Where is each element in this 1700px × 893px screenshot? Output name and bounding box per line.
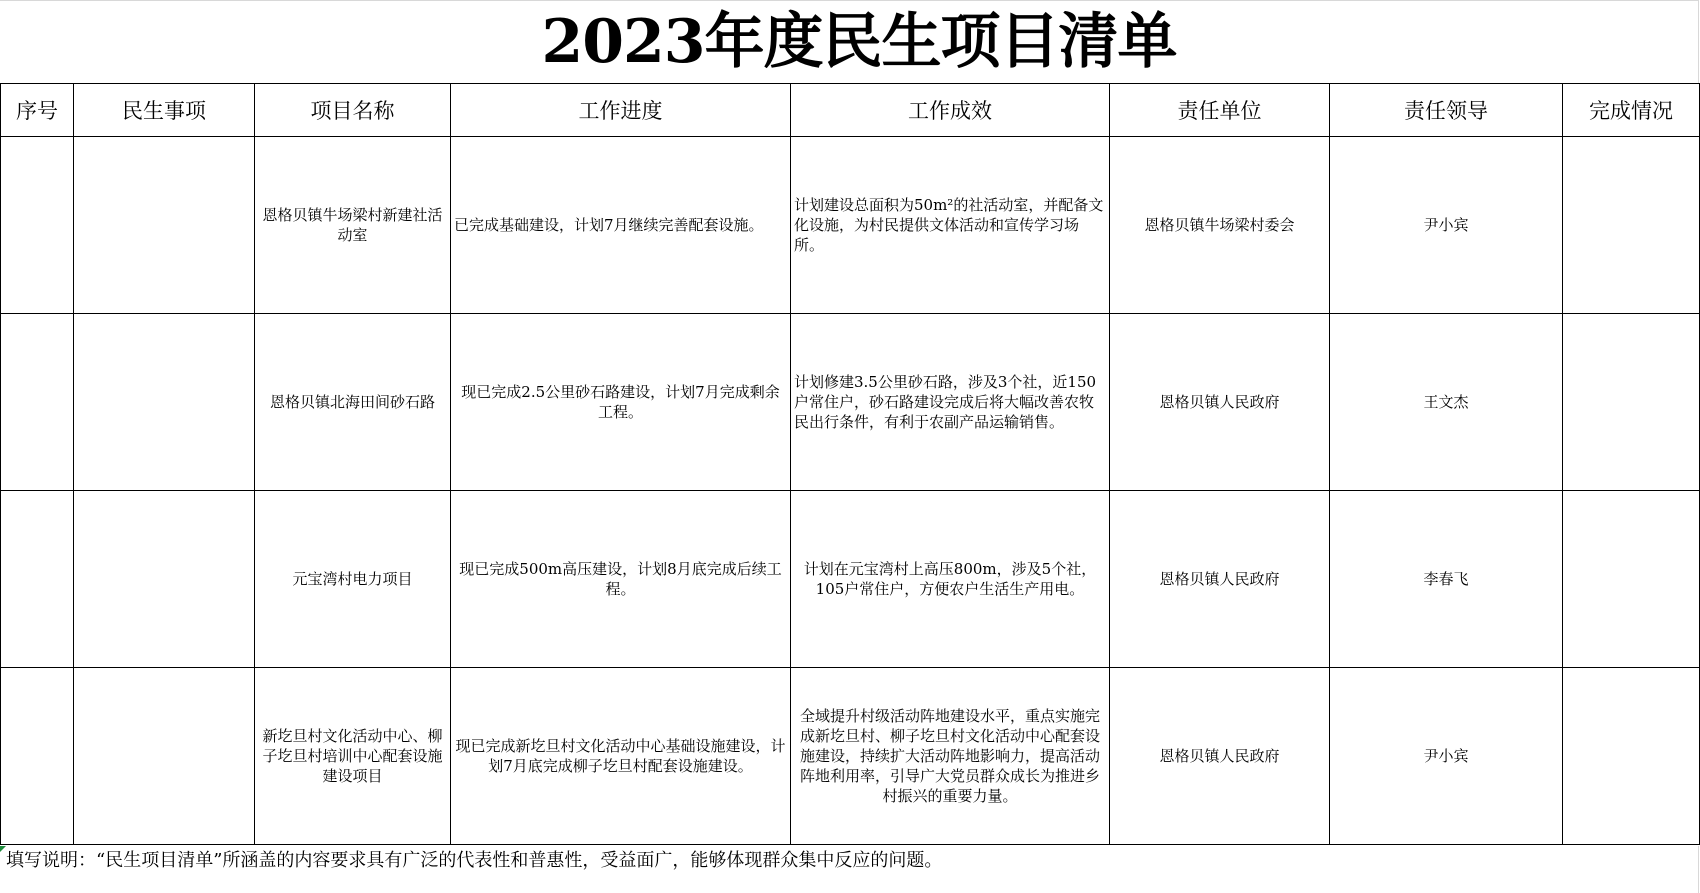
- cell-unit[interactable]: 恩格贝镇牛场梁村委会: [1110, 137, 1330, 314]
- project-table: [0, 83, 1700, 845]
- table-row: [1, 314, 1700, 491]
- table-row: [1, 137, 1700, 314]
- cell-status[interactable]: [1563, 668, 1700, 845]
- cell-name[interactable]: 恩格贝镇北海田间砂石路: [255, 314, 451, 491]
- header-leader[interactable]: 责任领导: [1330, 84, 1563, 137]
- header-unit[interactable]: 责任单位: [1110, 84, 1330, 137]
- cell-unit[interactable]: 恩格贝镇人民政府: [1110, 668, 1330, 845]
- header-row: [1, 84, 1700, 137]
- page-title: 2023年度民生项目清单: [541, 7, 1177, 77]
- footnote: 填写说明：“民生项目清单”所涵盖的内容要求具有广泛的代表性和普惠性，受益面广，能够体现群众集中反应的问题。: [6, 850, 943, 871]
- cell-name[interactable]: 新圪旦村文化活动中心、柳子圪旦村培训中心配套设施建设项目: [255, 668, 451, 845]
- cell-name[interactable]: 元宝湾村电力项目: [255, 491, 451, 668]
- cell-leader[interactable]: 尹小宾: [1330, 668, 1563, 845]
- header-progress[interactable]: 工作进度: [451, 84, 791, 137]
- cell-matter[interactable]: [74, 668, 255, 845]
- cell-matter[interactable]: [74, 137, 255, 314]
- cell-effect[interactable]: 计划在元宝湾村上高压800m，涉及5个社，105户常住户，方便农户生活生产用电。: [791, 491, 1110, 668]
- cell-progress[interactable]: 现已完成500m高压建设，计划8月底完成后续工程。: [451, 491, 791, 668]
- cell-index[interactable]: [1, 491, 74, 668]
- header-effect[interactable]: 工作成效: [791, 84, 1110, 137]
- cell-leader[interactable]: 李春飞: [1330, 491, 1563, 668]
- header-status[interactable]: 完成情况: [1563, 84, 1700, 137]
- cell-progress[interactable]: 现已完成2.5公里砂石路建设，计划7月完成剩余工程。: [451, 314, 791, 491]
- cell-leader[interactable]: 尹小宾: [1330, 137, 1563, 314]
- cell-matter[interactable]: [74, 314, 255, 491]
- cell-progress[interactable]: 已完成基础建设，计划7月继续完善配套设施。: [451, 137, 791, 314]
- header-name[interactable]: 项目名称: [255, 84, 451, 137]
- cell-status[interactable]: [1563, 491, 1700, 668]
- cell-matter[interactable]: [74, 491, 255, 668]
- cell-progress[interactable]: 现已完成新圪旦村文化活动中心基础设施建设，计划7月底完成柳子圪旦村配套设施建设。: [451, 668, 791, 845]
- cell-leader[interactable]: 王文杰: [1330, 314, 1563, 491]
- table-row: [1, 491, 1700, 668]
- title-cell[interactable]: [0, 0, 1699, 83]
- header-matter[interactable]: 民生事项: [74, 84, 255, 137]
- cell-index[interactable]: [1, 668, 74, 845]
- cell-status[interactable]: [1563, 314, 1700, 491]
- header-index[interactable]: 序号: [1, 84, 74, 137]
- cell-unit[interactable]: 恩格贝镇人民政府: [1110, 314, 1330, 491]
- cell-status[interactable]: [1563, 137, 1700, 314]
- cell-effect[interactable]: 计划修建3.5公里砂石路，涉及3个社，近150户常住户，砂石路建设完成后将大幅改善农牧民出行条件，有利于农副产品运输销售。: [791, 314, 1110, 491]
- cell-effect[interactable]: 计划建设总面积为50m²的社活动室，并配备文化设施，为村民提供文体活动和宣传学习场所。: [791, 137, 1110, 314]
- cell-effect[interactable]: 全域提升村级活动阵地建设水平，重点实施完成新圪旦村、柳子圪旦村文化活动中心配套设施建设，持续扩大活动阵地影响力，提高活动阵地利用率，引导广大党员群众成长为推进乡村振兴的重要力量。: [791, 668, 1110, 845]
- cell-index[interactable]: [1, 314, 74, 491]
- cell-name[interactable]: 恩格贝镇牛场梁村新建社活动室: [255, 137, 451, 314]
- cell-index[interactable]: [1, 137, 74, 314]
- cell-unit[interactable]: 恩格贝镇人民政府: [1110, 491, 1330, 668]
- table-row: [1, 668, 1700, 845]
